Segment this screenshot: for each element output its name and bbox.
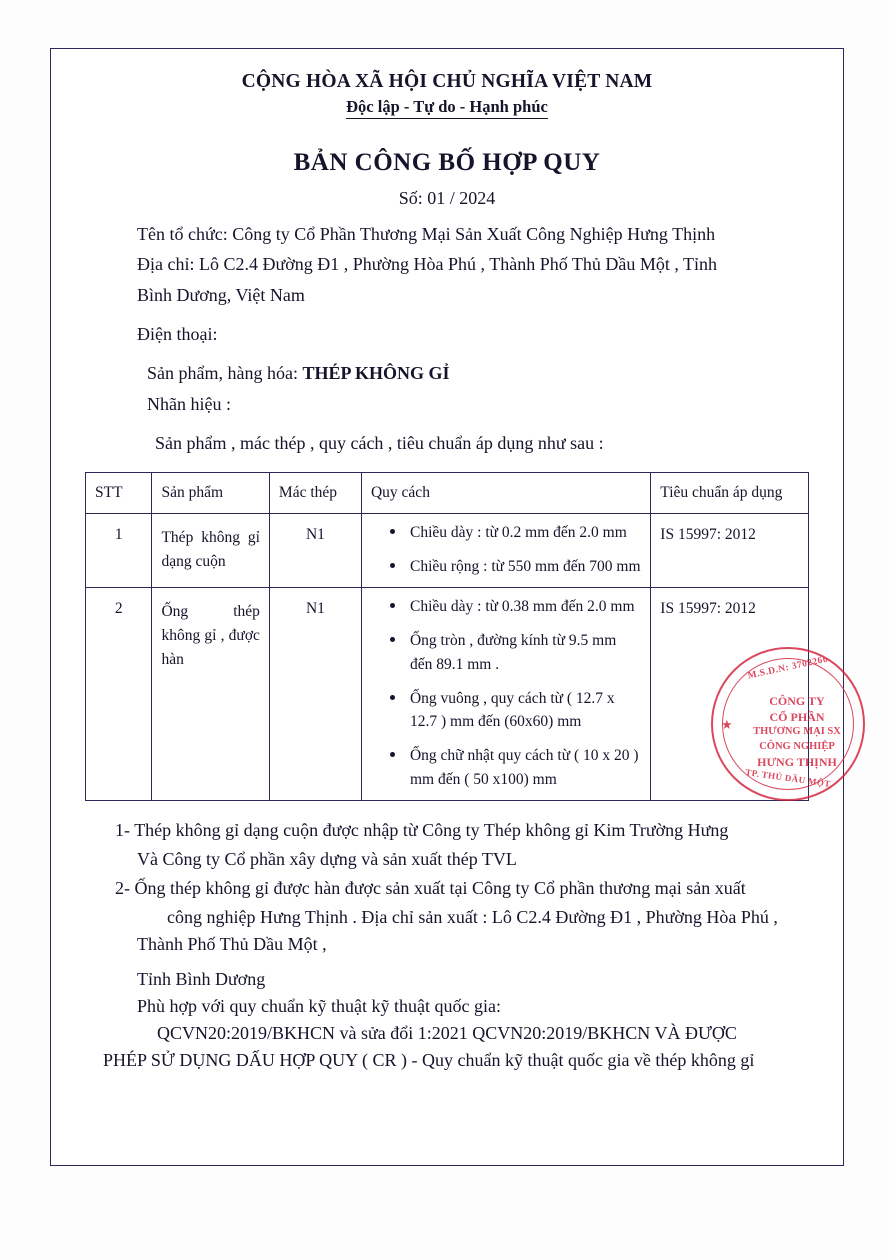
- document-title: BẢN CÔNG BỐ HỢP QUY: [293, 149, 601, 176]
- header-tieu-chuan: Tiêu chuẩn áp dụng: [651, 472, 809, 513]
- seal-line-4: CÔNG NGHIỆP: [759, 740, 835, 752]
- standard-line-1: QCVN20:2019/BKHCN và sửa đổi 1:2021 QCVN20:2019/BKHCN VÀ ĐƯỢC: [157, 1022, 737, 1043]
- note-2-number: 2-: [115, 877, 130, 898]
- note-2-line-3: Thành Phố Thủ Dầu Một ,: [137, 933, 327, 954]
- seal-line-5: HƯNG THỊNH: [757, 754, 837, 769]
- cell-mac-thep: N1: [269, 513, 361, 588]
- org-address-line-2: Bình Dương, Việt Nam: [137, 284, 305, 305]
- spec-list: [371, 521, 641, 579]
- note-1-line-1: Thép không gỉ dạng cuộn được nhập từ Công ty Thép không gỉ Kim Trường Hưng: [134, 819, 729, 840]
- spec-item: Chiều dày : từ 0.38 mm đến 2.0 mm: [390, 595, 641, 618]
- notes-block: [85, 817, 809, 958]
- specification-table: [85, 472, 809, 801]
- cell-san-pham: Thép không gỉ dạng cuộn: [152, 513, 269, 588]
- spec-item: Ống tròn , đường kính từ 9.5 mm đến 89.1 mm .: [390, 629, 641, 676]
- cell-tieu-chuan: IS 15997: 2012: [651, 513, 809, 588]
- cell-san-pham: Ống thép không gỉ , được hàn: [152, 588, 269, 801]
- spec-item: Ống chữ nhật quy cách từ ( 10 x 20 ) mm đến ( 50 x100) mm: [390, 744, 641, 791]
- seal-company-name: [739, 693, 855, 770]
- product-label: Sản phẩm, hàng hóa:: [147, 363, 298, 384]
- national-title: CỘNG HÒA XÃ HỘI CHỦ NGHĨA VIỆT NAM: [241, 71, 653, 92]
- company-seal-stamp: [711, 647, 865, 801]
- product-value: THÉP KHÔNG GỈ: [302, 363, 450, 384]
- note-1: [85, 817, 809, 844]
- cell-mac-thep: N1: [269, 588, 361, 801]
- org-phone-line: Điện thoại:: [137, 324, 218, 345]
- brand-line: Nhãn hiệu :: [147, 393, 231, 414]
- cell-stt: 2: [86, 588, 152, 801]
- footer-block: [85, 966, 809, 1074]
- org-name-line: Tên tổ chức: Công ty Cổ Phần Thương Mại Sản Xuất Công Nghiệp Hưng Thịnh: [137, 224, 716, 244]
- spec-item: Chiều dày : từ 0.2 mm đến 2.0 mm: [390, 521, 641, 544]
- star-icon: ★: [721, 717, 733, 732]
- spec-item: Ống vuông , quy cách từ ( 12.7 x 12.7 ) mm đến (60x60) mm: [390, 687, 641, 734]
- note-2-line-1: Ống thép không gỉ được hàn được sản xuất tại Công ty Cổ phần thương mại sản xuất: [134, 877, 746, 898]
- note-1-line-2: Và Công ty Cổ phần xây dựng và sản xuất thép TVL: [137, 848, 517, 869]
- intro-line: Sản phẩm , mác thép , quy cách , tiêu chuẩn áp dụng như sau :: [155, 433, 604, 454]
- cell-quy-cach: [361, 513, 650, 588]
- header-quy-cach: Quy cách: [361, 472, 650, 513]
- cell-stt: 1: [86, 513, 152, 588]
- product-line: [85, 360, 809, 387]
- note-2: [85, 875, 809, 902]
- seal-line-2: CỔ PHẦN: [769, 710, 825, 725]
- document-content: [51, 49, 843, 1165]
- conformity-line: Phù hợp với quy chuẩn kỹ thuật kỹ thuật quốc gia:: [137, 995, 501, 1016]
- document-border: [50, 48, 844, 1166]
- header-block: [85, 71, 809, 209]
- table-header-row: [86, 472, 809, 513]
- header-stt: STT: [86, 472, 152, 513]
- header-mac-thep: Mác thép: [269, 472, 361, 513]
- table-row: [86, 588, 809, 801]
- cell-tieu-chuan: IS 15997: 2012: [651, 588, 809, 801]
- spec-list: [371, 595, 641, 791]
- header-san-pham: Sản phẩm: [152, 472, 269, 513]
- seal-line-3: THƯƠNG MẠI SX: [753, 726, 841, 738]
- note-1-number: 1-: [115, 819, 130, 840]
- standard-line-2: PHÉP SỬ DỤNG DẤU HỢP QUY ( CR ) - Quy chuẩn kỹ thuật quốc gia về thép không gỉ: [103, 1049, 755, 1070]
- document-number: Số: 01 / 2024: [398, 188, 496, 208]
- seal-line-1: CÔNG TY: [769, 694, 825, 708]
- note-2-line-2: công nghiệp Hưng Thịnh . Địa chỉ sản xuất : Lô C2.4 Đường Đ1 , Phường Hòa Phú ,: [167, 906, 778, 927]
- national-motto: Độc lập - Tự do - Hạnh phúc: [346, 97, 548, 119]
- cell-quy-cach: [361, 588, 650, 801]
- org-address-line-1: Địa chỉ: Lô C2.4 Đường Đ1 , Phường Hòa Phú , Thành Phố Thủ Dầu Một , Tỉnh: [137, 254, 718, 275]
- seal-location: TP. THỦ DẦU MỘT: [744, 767, 832, 789]
- seal-registration-number: M.S.D.N: 3702266: [746, 654, 830, 682]
- spec-item: Chiều rộng : từ 550 mm đến 700 mm: [390, 555, 641, 578]
- province-line: Tỉnh Bình Dương: [137, 968, 266, 989]
- table-row: [86, 513, 809, 588]
